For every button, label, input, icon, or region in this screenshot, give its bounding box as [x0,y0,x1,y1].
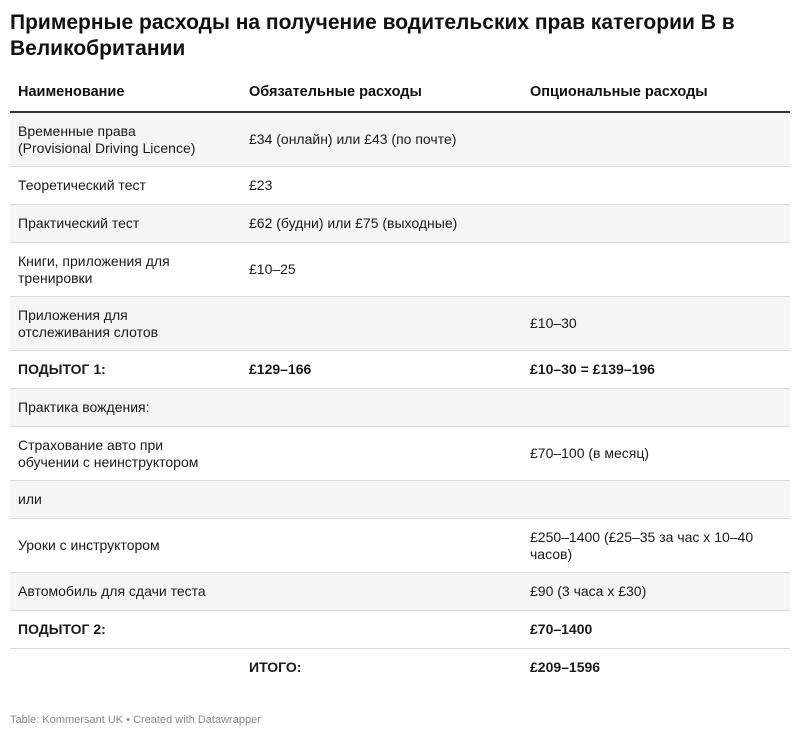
cell-required [241,481,522,519]
cell-required [241,389,522,427]
cell-required [241,611,522,649]
table-header-row [10,84,790,112]
cell-name: Практика вождения: [10,389,241,427]
cell-line: Приложения для [18,306,128,323]
cell-required: £23 [241,167,522,205]
table-row [10,481,790,519]
table-row [10,573,790,611]
cell-name: Практический тест [10,205,241,243]
table-source-footer: Table: Kommersant UK • Created with Datawrapper [10,714,261,726]
column-header-required: Обязательные расходы [241,84,522,112]
cell-name [10,112,241,167]
cell-line: обучении с неинструктором [18,453,199,470]
cell-optional [522,519,790,573]
cell-line: Книги, приложения для [18,252,170,269]
cell-line: Страхование авто при [18,436,164,453]
cell-line: отслеживания слотов [18,323,159,340]
cell-optional: £10–30 [522,297,790,351]
cell-optional: £209–1596 [522,649,790,687]
column-header-name: Наименование [10,84,241,112]
cell-optional: £10–30 = £139–196 [522,351,790,389]
cell-required [241,297,522,351]
cell-name [10,649,241,687]
cell-required: £129–166 [241,351,522,389]
cell-required: £34 (онлайн) или £43 (по почте) [241,112,522,167]
cell-required: £10–25 [241,243,522,297]
column-header-optional: Опциональные расходы [522,84,790,112]
table-row [10,389,790,427]
cell-line: (Provisional Driving Licence) [18,139,196,156]
table-row [10,112,790,167]
cell-optional [522,205,790,243]
cell-required [241,519,522,573]
cell-line: Временные права [18,122,136,139]
cell-required: ИТОГО: [241,649,522,687]
table-row [10,519,790,573]
cell-name: Теоретический тест [10,167,241,205]
cell-optional [522,167,790,205]
cell-line: тренировки [18,269,93,286]
cell-required: £62 (будни) или £75 (выходные) [241,205,522,243]
cell-name [10,427,241,481]
cell-name: или [10,481,241,519]
cell-name: Уроки с инструктором [10,519,241,573]
cell-optional [522,481,790,519]
cell-required [241,427,522,481]
total-row [10,649,790,687]
table-row [10,205,790,243]
table-row [10,167,790,205]
cell-name [10,243,241,297]
cell-name: ПОДЫТОГ 1: [10,351,241,389]
cell-line: часов) [530,545,573,562]
table-row [10,243,790,297]
table-row [10,297,790,351]
cell-name: ПОДЫТОГ 2: [10,611,241,649]
cell-optional: £70–100 (в месяц) [522,427,790,481]
cell-optional: £90 (3 часа х £30) [522,573,790,611]
page-title: Примерные расходы на получение водительских прав категории B в Великобритании [10,11,735,60]
subtotal-row-2 [10,611,790,649]
costs-table [10,84,790,686]
cell-optional: £70–1400 [522,611,790,649]
cell-name [10,297,241,351]
cell-required [241,573,522,611]
cell-optional [522,389,790,427]
cell-optional [522,112,790,167]
cell-optional [522,243,790,297]
cell-name: Автомобиль для сдачи теста [10,573,241,611]
subtotal-row-1 [10,351,790,389]
table-row [10,427,790,481]
cell-line: £250–1400 (£25–35 за час х 10–40 [530,528,754,545]
